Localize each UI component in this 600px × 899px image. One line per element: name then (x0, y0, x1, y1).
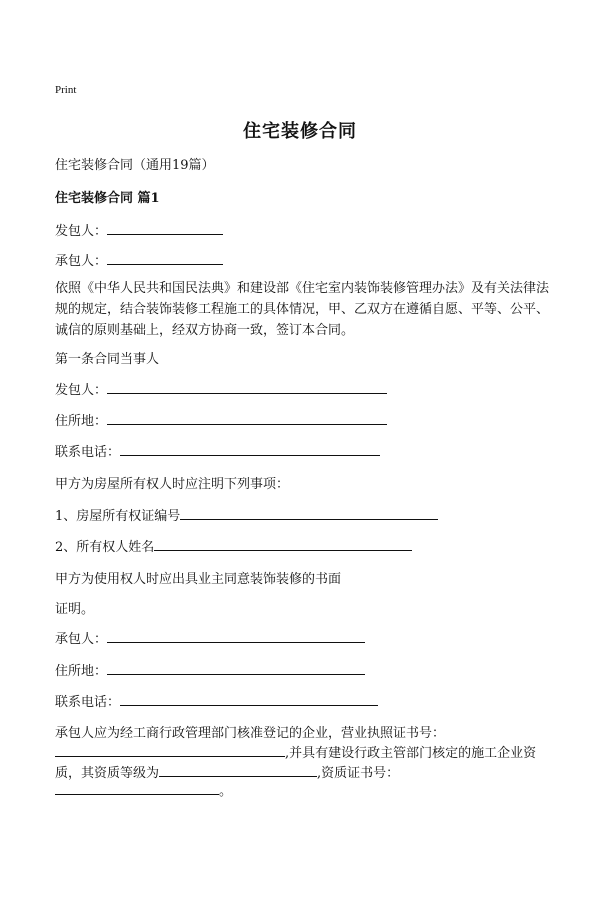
client-line-2 (55, 379, 387, 398)
contractor-label-2: 承包人： (55, 632, 108, 647)
business-line-1: 承包人应为经工商行政管理部门核准登记的企业，营业执照证书号： (55, 726, 446, 741)
client-blank-2 (107, 381, 387, 394)
page-title: 住宅装修合同 (243, 121, 357, 142)
client-blank-1 (107, 222, 223, 235)
owner-item-1-line (55, 505, 438, 524)
qualification-level-blank (159, 764, 317, 777)
contractor-blank-1 (107, 252, 223, 265)
contractor-blank-2 (107, 630, 365, 643)
owner-item-1-blank (180, 507, 438, 520)
phone-line-1 (55, 441, 380, 460)
user-note: 甲方为使用权人时应出具业主同意装饰装修的书面 (55, 572, 342, 587)
address-blank-1 (107, 412, 387, 425)
qualification-cert-blank (55, 782, 219, 795)
business-license-blank (55, 744, 285, 757)
address-line-2 (55, 660, 365, 679)
client-line-1 (55, 220, 223, 239)
business-line-3-suffix: ,资质证书号： (317, 766, 400, 781)
address-label-1: 住所地： (55, 414, 108, 429)
phone-line-2 (55, 691, 378, 710)
document-subtitle: 住宅装修合同（通用19篇） (55, 158, 215, 173)
address-blank-2 (107, 662, 365, 675)
business-line-2-suffix: ,并具有建设行政主管部门核定的施工企业资 (285, 746, 537, 761)
owner-item-2-blank (154, 538, 412, 551)
business-line-2 (55, 742, 536, 761)
certificate-line: 证明。 (55, 602, 95, 617)
business-line-4-suffix: 。 (219, 784, 233, 799)
address-line-1 (55, 410, 387, 429)
business-line-3 (55, 762, 399, 781)
phone-blank-2 (120, 693, 378, 706)
owner-item-2-label: 2、所有权人姓名 (55, 540, 155, 555)
address-label-2: 住所地： (55, 664, 108, 679)
intro-paragraph: 依照《中华人民共和国民法典》和建设部《住宅室内装饰装修管理办法》及有关法律法规的规定，结合装饰装修工程施工的具体情况，甲、乙双方在遵循自愿、平等、公平、诚信的原则基础上，经双方协商一致，签订本合同。 (55, 281, 550, 338)
phone-label-1: 联系电话： (55, 445, 121, 460)
business-line-3-prefix: 质，其资质等级为 (55, 766, 160, 781)
contractor-line-1 (55, 250, 223, 269)
contractor-line-2 (55, 628, 365, 647)
owner-item-2-line (55, 536, 412, 555)
client-label-2: 发包人： (55, 383, 108, 398)
print-label: Print (55, 84, 77, 96)
owner-item-1-label: 1、房屋所有权证编号 (55, 509, 181, 524)
section-title: 住宅装修合同 篇1 (55, 191, 160, 206)
contractor-label-1: 承包人： (55, 254, 108, 269)
client-label-1: 发包人： (55, 224, 108, 239)
owner-note: 甲方为房屋所有权人时应注明下列事项： (55, 477, 290, 492)
phone-blank-1 (120, 443, 380, 456)
article-1-heading: 第一条合同当事人 (55, 352, 160, 367)
business-line-4 (55, 780, 232, 799)
phone-label-2: 联系电话： (55, 695, 121, 710)
